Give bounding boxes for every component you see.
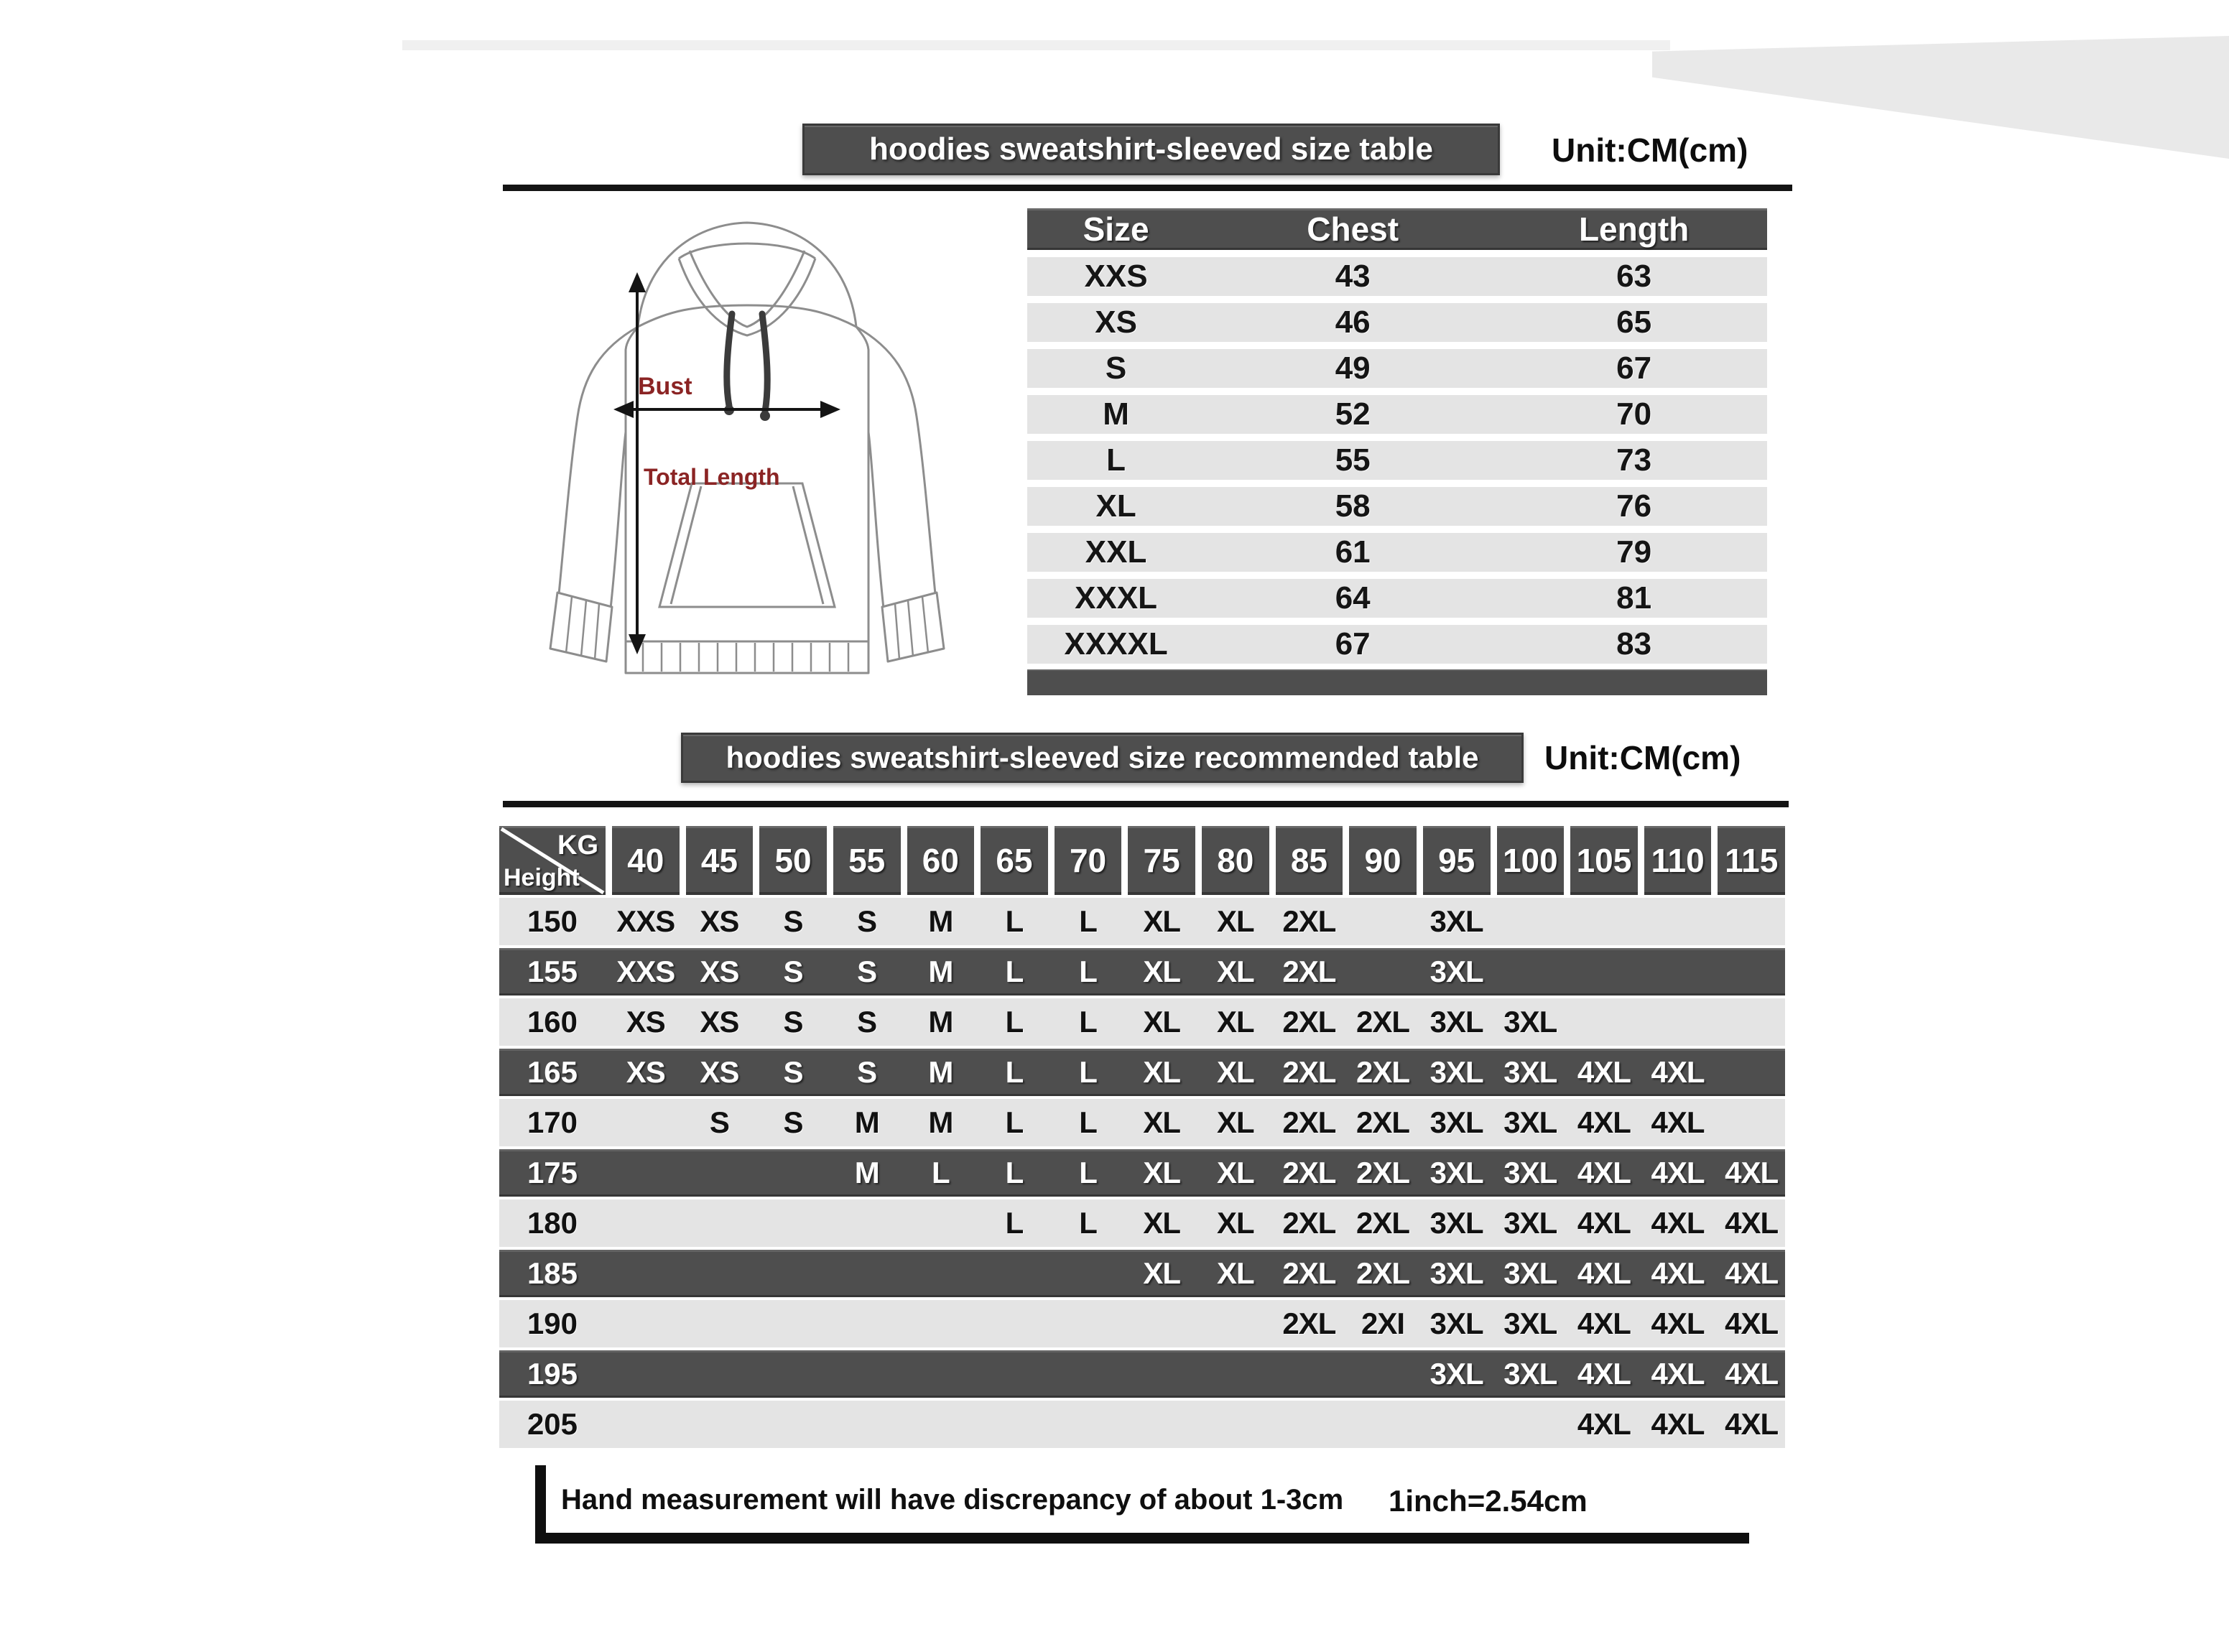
matrix-cell <box>907 1199 975 1247</box>
matrix-cell <box>833 1350 901 1398</box>
matrix-cell <box>1349 1401 1417 1448</box>
matrix-cell: 4XL <box>1651 1055 1705 1089</box>
unit-label-top: Unit:CM(cm) <box>1552 131 1748 169</box>
garment-outline <box>550 223 944 673</box>
weight-header-cell: 40 <box>612 826 680 895</box>
matrix-cell <box>759 1401 827 1448</box>
matrix-cell: 4XL <box>1577 1105 1631 1139</box>
matrix-cell <box>1718 998 1785 1046</box>
matrix-cell: XL <box>1216 1156 1254 1189</box>
size-table-cell: 55 <box>1335 442 1371 478</box>
footnote-text: Hand measurement will have discrepancy of about 1-3cm <box>561 1484 1344 1516</box>
height-label-cell: 150 <box>527 904 578 938</box>
matrix-cell: XL <box>1216 955 1254 988</box>
conversion-text: 1inch=2.54cm <box>1389 1484 1588 1518</box>
corner-height-label: Height <box>504 864 580 891</box>
matrix-cell <box>1570 948 1638 996</box>
size-table-cell: 63 <box>1616 259 1652 294</box>
matrix-row <box>499 898 1785 945</box>
matrix-cell: L <box>1079 1105 1097 1139</box>
matrix-row <box>499 1199 1785 1247</box>
matrix-cell: S <box>783 1005 803 1039</box>
matrix-cell <box>1349 898 1417 945</box>
matrix-cell <box>1570 998 1638 1046</box>
hoodie-diagram <box>517 198 977 700</box>
matrix-cell: XL <box>1143 1256 1181 1290</box>
matrix-cell: 2XL <box>1282 1156 1336 1189</box>
matrix-cell: XS <box>626 1005 665 1039</box>
size-table-cell: M <box>1103 396 1129 432</box>
size-table-cell: 46 <box>1335 305 1371 340</box>
matrix-cell: 2XL <box>1282 904 1336 938</box>
matrix-row <box>499 1099 1785 1146</box>
matrix-cell: S <box>783 955 803 988</box>
matrix-cell: 3XL <box>1503 1256 1557 1290</box>
matrix-cell: L <box>1005 1105 1024 1139</box>
matrix-cell <box>612 1350 680 1398</box>
size-table-cell: 58 <box>1335 488 1371 524</box>
size-table-cell: 67 <box>1616 351 1652 386</box>
height-label-cell: 180 <box>527 1206 578 1240</box>
matrix-cell: 3XL <box>1429 1307 1483 1340</box>
matrix-cell: 3XL <box>1429 904 1483 938</box>
size-column-header: Size <box>1083 210 1149 248</box>
footnote-vertical-bar <box>535 1465 546 1537</box>
matrix-cell <box>1202 1350 1269 1398</box>
matrix-cell <box>686 1350 754 1398</box>
matrix-corner-cell <box>499 826 606 895</box>
height-label-cell: 190 <box>527 1307 578 1340</box>
size-table-cell: L <box>1106 442 1126 478</box>
matrix-cell: 4XL <box>1577 1307 1631 1340</box>
matrix-cell: 3XL <box>1503 1307 1557 1340</box>
height-label-cell: 160 <box>527 1005 578 1039</box>
matrix-cell: L <box>1079 904 1097 938</box>
matrix-cell: 4XL <box>1651 1256 1705 1290</box>
matrix-cell <box>686 1149 754 1197</box>
matrix-cell: L <box>1079 955 1097 988</box>
matrix-cell: XL <box>1143 1105 1181 1139</box>
weight-header-cell: 95 <box>1423 826 1491 895</box>
matrix-cell: L <box>1079 1005 1097 1039</box>
weight-header-cell: 60 <box>907 826 975 895</box>
matrix-cell <box>833 1199 901 1247</box>
matrix-cell <box>1718 898 1785 945</box>
matrix-cell: 3XL <box>1503 1206 1557 1240</box>
matrix-cell <box>981 1350 1048 1398</box>
corner-kg-label: KG <box>557 830 598 860</box>
matrix-cell: 3XL <box>1429 1206 1483 1240</box>
size-table-cell: 65 <box>1616 305 1652 340</box>
matrix-cell: S <box>709 1105 729 1139</box>
size-table-cell: XXXL <box>1075 580 1158 616</box>
matrix-cell <box>1497 898 1565 945</box>
matrix-cell: L <box>1079 1055 1097 1089</box>
size-table-cell: XXS <box>1084 259 1148 294</box>
total-length-label: Total Length <box>644 464 780 490</box>
size-table-row <box>1027 533 1767 572</box>
weight-header-cell: 70 <box>1055 826 1122 895</box>
footnote-underline <box>535 1533 1749 1544</box>
matrix-row <box>499 1350 1785 1398</box>
matrix-cell: 3XL <box>1429 1005 1483 1039</box>
height-label-cell: 170 <box>527 1105 578 1139</box>
matrix-cell: 4XL <box>1651 1357 1705 1391</box>
matrix-cell <box>1644 948 1712 996</box>
matrix-cell <box>907 1300 975 1347</box>
height-label-cell: 155 <box>527 955 578 988</box>
matrix-cell: 2XI <box>1361 1307 1405 1340</box>
matrix-cell: 2XL <box>1282 1307 1336 1340</box>
matrix-header <box>499 826 1785 895</box>
matrix-cell: 3XL <box>1429 1055 1483 1089</box>
matrix-cell <box>981 1250 1048 1297</box>
size-table-row <box>1027 487 1767 526</box>
matrix-cell <box>612 1099 680 1146</box>
matrix-cell: XL <box>1216 1005 1254 1039</box>
weight-header-cell: 65 <box>981 826 1048 895</box>
matrix-cell: M <box>928 904 953 938</box>
matrix-cell: 2XL <box>1282 1256 1336 1290</box>
matrix-row <box>499 1049 1785 1096</box>
size-table-cell: S <box>1105 351 1127 386</box>
matrix-cell: 3XL <box>1503 1005 1557 1039</box>
matrix-cell: 4XL <box>1725 1156 1779 1189</box>
weight-header-cell: 105 <box>1570 826 1638 895</box>
matrix-cell <box>759 1149 827 1197</box>
matrix-cell: 4XL <box>1725 1357 1779 1391</box>
matrix-cell: XL <box>1216 904 1254 938</box>
matrix-cell: XL <box>1143 904 1181 938</box>
matrix-cell: M <box>928 1105 953 1139</box>
matrix-cell: L <box>931 1156 950 1189</box>
matrix-cell: XXS <box>616 955 675 988</box>
matrix-cell <box>686 1300 754 1347</box>
matrix-cell <box>1128 1401 1195 1448</box>
size-table-cell: 61 <box>1335 534 1371 570</box>
matrix-cell: 3XL <box>1429 955 1483 988</box>
matrix-cell: XS <box>626 1055 665 1089</box>
matrix-row <box>499 1401 1785 1448</box>
drawstring-tip <box>760 411 770 421</box>
matrix-cell <box>759 1300 827 1347</box>
matrix-cell <box>612 1401 680 1448</box>
matrix-cell: 4XL <box>1577 1206 1631 1240</box>
recommended-table-title: hoodies sweatshirt-sleeved size recommended table <box>726 741 1479 774</box>
matrix-cell: 2XL <box>1282 1206 1336 1240</box>
matrix-cell <box>1128 1300 1195 1347</box>
size-table-cell: 79 <box>1616 534 1652 570</box>
matrix-cell: M <box>854 1105 879 1139</box>
matrix-cell: 2XL <box>1282 1105 1336 1139</box>
matrix-cell: XS <box>700 1005 739 1039</box>
matrix-cell: L <box>1005 1206 1024 1240</box>
matrix-cell <box>686 1250 754 1297</box>
matrix-cell: S <box>783 1105 803 1139</box>
matrix-cell <box>1349 948 1417 996</box>
matrix-cell <box>612 1300 680 1347</box>
matrix-cell <box>1055 1250 1122 1297</box>
size-table-row <box>1027 441 1767 480</box>
matrix-cell: 4XL <box>1651 1307 1705 1340</box>
matrix-cell: 4XL <box>1725 1206 1779 1240</box>
matrix-cell: 2XL <box>1356 1055 1410 1089</box>
matrix-cell: 4XL <box>1725 1256 1779 1290</box>
matrix-cell: XS <box>700 1055 739 1089</box>
matrix-cell: L <box>1005 1005 1024 1039</box>
bust-label: Bust <box>638 373 692 400</box>
matrix-cell <box>1349 1350 1417 1398</box>
matrix-cell: XL <box>1143 1005 1181 1039</box>
matrix-cell <box>1718 1049 1785 1096</box>
matrix-cell <box>981 1300 1048 1347</box>
matrix-cell <box>833 1401 901 1448</box>
matrix-cell: 2XL <box>1282 1005 1336 1039</box>
matrix-cell: S <box>783 904 803 938</box>
matrix-cell: 4XL <box>1651 1407 1705 1441</box>
matrix-cell: 2XL <box>1356 1105 1410 1139</box>
matrix-row <box>499 948 1785 996</box>
size-table-cell: 64 <box>1335 580 1371 616</box>
matrix-cell: 4XL <box>1651 1206 1705 1240</box>
matrix-cell <box>612 1199 680 1247</box>
matrix-cell: S <box>857 955 877 988</box>
matrix-cell <box>686 1199 754 1247</box>
matrix-cell <box>612 1250 680 1297</box>
matrix-cell: L <box>1079 1206 1097 1240</box>
recommended-table-title-bar <box>681 733 1524 783</box>
weight-header-cell: 55 <box>833 826 901 895</box>
matrix-cell: XL <box>1216 1256 1254 1290</box>
size-table-cell: 73 <box>1616 442 1652 478</box>
divider-line-top <box>503 185 1792 191</box>
scan-artifact-strip <box>402 40 1670 50</box>
matrix-cell <box>1276 1401 1343 1448</box>
recommended-matrix <box>499 826 1785 1448</box>
unit-label-bottom: Unit:CM(cm) <box>1544 739 1741 776</box>
matrix-cell: 3XL <box>1503 1055 1557 1089</box>
matrix-cell: 4XL <box>1577 1156 1631 1189</box>
matrix-cell <box>1644 998 1712 1046</box>
matrix-cell: L <box>1005 904 1024 938</box>
chest-column-header: Chest <box>1307 210 1399 248</box>
matrix-cell: 4XL <box>1577 1055 1631 1089</box>
matrix-cell: 4XL <box>1725 1307 1779 1340</box>
matrix-cell: 4XL <box>1651 1156 1705 1189</box>
matrix-cell: S <box>857 904 877 938</box>
matrix-cell: 2XL <box>1356 1206 1410 1240</box>
matrix-cell <box>612 1149 680 1197</box>
matrix-cell: S <box>783 1055 803 1089</box>
size-table-row <box>1027 257 1767 296</box>
matrix-cell <box>1055 1350 1122 1398</box>
matrix-row <box>499 1300 1785 1347</box>
matrix-cell: XS <box>700 955 739 988</box>
matrix-cell: 4XL <box>1577 1357 1631 1391</box>
matrix-cell <box>1423 1401 1491 1448</box>
matrix-cell: XXS <box>616 904 675 938</box>
size-table-body <box>1027 257 1767 664</box>
matrix-cell: XL <box>1143 1055 1181 1089</box>
size-table-row <box>1027 349 1767 388</box>
matrix-cell: XL <box>1216 1105 1254 1139</box>
matrix-cell: 4XL <box>1577 1407 1631 1441</box>
matrix-cell: L <box>1005 1156 1024 1189</box>
length-column-header: Length <box>1578 210 1690 248</box>
size-table-row <box>1027 395 1767 434</box>
size-table-cell: 52 <box>1335 396 1371 432</box>
matrix-cell: M <box>928 955 953 988</box>
matrix-cell <box>1202 1401 1269 1448</box>
matrix-body <box>499 898 1785 1448</box>
matrix-cell: 3XL <box>1429 1156 1483 1189</box>
matrix-cell: 3XL <box>1503 1105 1557 1139</box>
matrix-cell <box>907 1350 975 1398</box>
matrix-row <box>499 1250 1785 1297</box>
weight-header-cell: 45 <box>686 826 754 895</box>
weight-header-cell: 115 <box>1718 826 1785 895</box>
matrix-cell <box>907 1401 975 1448</box>
height-label-cell: 175 <box>527 1156 578 1189</box>
matrix-cell: 4XL <box>1577 1256 1631 1290</box>
size-table-header <box>1027 208 1767 250</box>
size-table-title: hoodies sweatshirt-sleeved size table <box>869 131 1433 167</box>
matrix-cell: 2XL <box>1356 1256 1410 1290</box>
weight-header-cell: 50 <box>759 826 827 895</box>
matrix-cell: XL <box>1143 955 1181 988</box>
weight-header-cell: 100 <box>1497 826 1565 895</box>
matrix-cell: M <box>854 1156 879 1189</box>
matrix-cell <box>1055 1300 1122 1347</box>
matrix-cell: XS <box>700 904 739 938</box>
size-table-cell: XXL <box>1085 534 1147 570</box>
matrix-cell <box>759 1350 827 1398</box>
matrix-cell <box>759 1199 827 1247</box>
matrix-cell: L <box>1005 955 1024 988</box>
matrix-cell: L <box>1005 1055 1024 1089</box>
matrix-row <box>499 998 1785 1046</box>
matrix-cell <box>1497 948 1565 996</box>
size-table-cell: 49 <box>1335 351 1371 386</box>
matrix-cell: 3XL <box>1429 1357 1483 1391</box>
size-table <box>1027 208 1767 695</box>
height-label-cell: 185 <box>527 1256 578 1290</box>
matrix-cell: S <box>857 1055 877 1089</box>
matrix-cell: XL <box>1216 1206 1254 1240</box>
matrix-cell <box>759 1250 827 1297</box>
size-table-cell: XL <box>1095 488 1136 524</box>
matrix-cell <box>1202 1300 1269 1347</box>
size-table-footer-bar <box>1027 669 1767 695</box>
size-table-row <box>1027 625 1767 664</box>
matrix-cell <box>1055 1401 1122 1448</box>
weight-header-cell: 80 <box>1202 826 1269 895</box>
matrix-cell: 2XL <box>1356 1156 1410 1189</box>
matrix-cell <box>1718 1099 1785 1146</box>
matrix-cell <box>1497 1401 1565 1448</box>
matrix-cell: 2XL <box>1282 955 1336 988</box>
matrix-cell: 2XL <box>1282 1055 1336 1089</box>
matrix-cell <box>1644 898 1712 945</box>
matrix-cell <box>833 1300 901 1347</box>
matrix-cell <box>981 1401 1048 1448</box>
size-table-cell: XS <box>1095 305 1137 340</box>
matrix-cell: 3XL <box>1429 1105 1483 1139</box>
matrix-cell: 2XL <box>1356 1005 1410 1039</box>
size-table-cell: XXXXL <box>1064 626 1168 662</box>
size-table-cell: 70 <box>1616 396 1652 432</box>
matrix-cell <box>1718 948 1785 996</box>
matrix-cell <box>907 1250 975 1297</box>
matrix-cell <box>1570 898 1638 945</box>
matrix-cell: XL <box>1143 1206 1181 1240</box>
matrix-cell: 4XL <box>1651 1105 1705 1139</box>
height-label-cell: 195 <box>527 1357 578 1391</box>
matrix-cell: 3XL <box>1429 1256 1483 1290</box>
size-table-cell: 83 <box>1616 626 1652 662</box>
matrix-cell: 4XL <box>1725 1407 1779 1441</box>
height-label-cell: 205 <box>527 1407 578 1441</box>
matrix-cell: L <box>1079 1156 1097 1189</box>
size-table-cell: 67 <box>1335 626 1371 662</box>
matrix-cell <box>1128 1350 1195 1398</box>
weight-header-cell: 110 <box>1644 826 1712 895</box>
matrix-cell <box>833 1250 901 1297</box>
matrix-cell <box>686 1401 754 1448</box>
matrix-cell: M <box>928 1055 953 1089</box>
matrix-cell: XL <box>1143 1156 1181 1189</box>
matrix-row <box>499 1149 1785 1197</box>
size-table-cell: 76 <box>1616 488 1652 524</box>
matrix-cell: XL <box>1216 1055 1254 1089</box>
size-table-cell: 81 <box>1616 580 1652 616</box>
weight-header-cell: 90 <box>1349 826 1417 895</box>
size-table-row <box>1027 579 1767 618</box>
size-table-title-bar <box>802 124 1500 175</box>
weight-header-cell: 75 <box>1128 826 1195 895</box>
divider-line-bottom <box>503 801 1789 807</box>
matrix-cell <box>1276 1350 1343 1398</box>
size-table-cell: 43 <box>1335 259 1371 294</box>
matrix-cell: 3XL <box>1503 1357 1557 1391</box>
matrix-cell: M <box>928 1005 953 1039</box>
matrix-cell: 3XL <box>1503 1156 1557 1189</box>
height-label-cell: 165 <box>527 1055 578 1089</box>
size-table-row <box>1027 303 1767 342</box>
matrix-cell: S <box>857 1005 877 1039</box>
weight-header-cell: 85 <box>1276 826 1343 895</box>
